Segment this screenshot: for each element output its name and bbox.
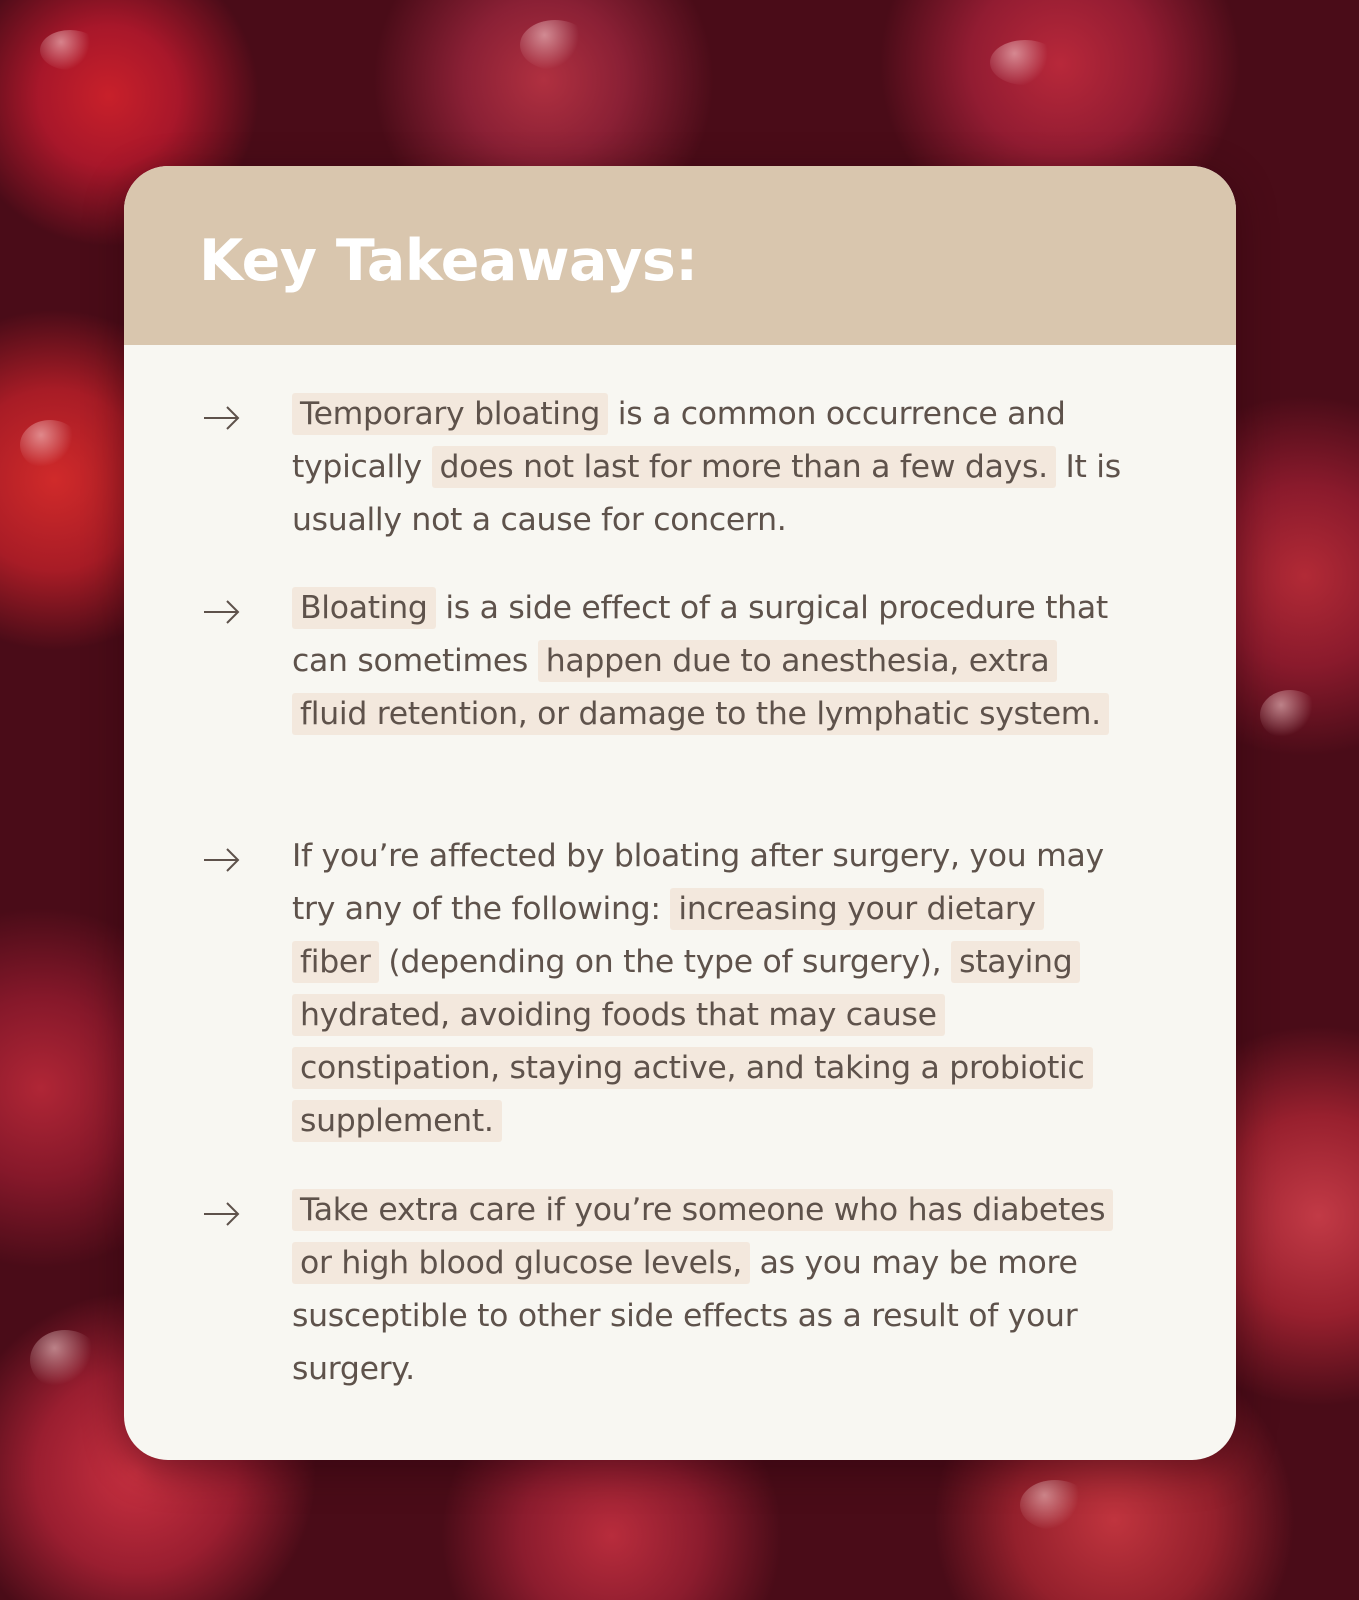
highlight: increasing your dietary fiber xyxy=(292,888,1044,983)
berry-highlight xyxy=(20,420,80,470)
berry-highlight xyxy=(520,20,590,70)
arrow-right-icon xyxy=(202,845,242,875)
berry-highlight xyxy=(30,1330,100,1390)
text-segment: is a common occurrence and typically xyxy=(292,396,1066,485)
text-segment: is a side effect of a surgical procedure that can sometimes xyxy=(292,590,1108,679)
berry-highlight xyxy=(40,30,100,70)
highlight: staying hydrated, avoiding foods that may cause constipation, staying active, and taking a probiotic supplement. xyxy=(292,941,1093,1142)
text-segment: It is usually not a cause for concern. xyxy=(292,449,1121,538)
berry-highlight xyxy=(990,40,1060,85)
berry-highlight xyxy=(1260,690,1320,740)
arrow-right-icon xyxy=(202,1199,242,1229)
text-segment: as you may be more susceptible to other side effects as a result of your surgery. xyxy=(292,1245,1078,1387)
takeaway-text xyxy=(292,830,1122,1148)
takeaway-text xyxy=(292,388,1122,547)
takeaway-text xyxy=(292,582,1122,741)
card-header xyxy=(124,166,1236,345)
highlight: Take extra care if you’re someone who has diabetes or high blood glucose levels, xyxy=(292,1189,1113,1284)
arrow-right-icon xyxy=(202,403,242,433)
text-segment: (depending on the type of surgery), xyxy=(378,944,952,980)
highlight: does not last for more than a few days. xyxy=(432,446,1056,488)
card-title: Key Takeaways: xyxy=(199,228,698,294)
text-segment: If you’re affected by bloating after surgery, you may try any of the following: xyxy=(292,838,1104,927)
highlight: happen due to anesthesia, extra fluid retention, or damage to the lymphatic system. xyxy=(292,640,1109,735)
highlight: Bloating xyxy=(292,587,436,629)
takeaway-text xyxy=(292,1184,1122,1396)
highlight: Temporary bloating xyxy=(292,393,608,435)
berry-highlight xyxy=(1020,1480,1090,1530)
takeaways-list xyxy=(124,345,1236,1460)
key-takeaways-card xyxy=(124,166,1236,1460)
arrow-right-icon xyxy=(202,597,242,627)
